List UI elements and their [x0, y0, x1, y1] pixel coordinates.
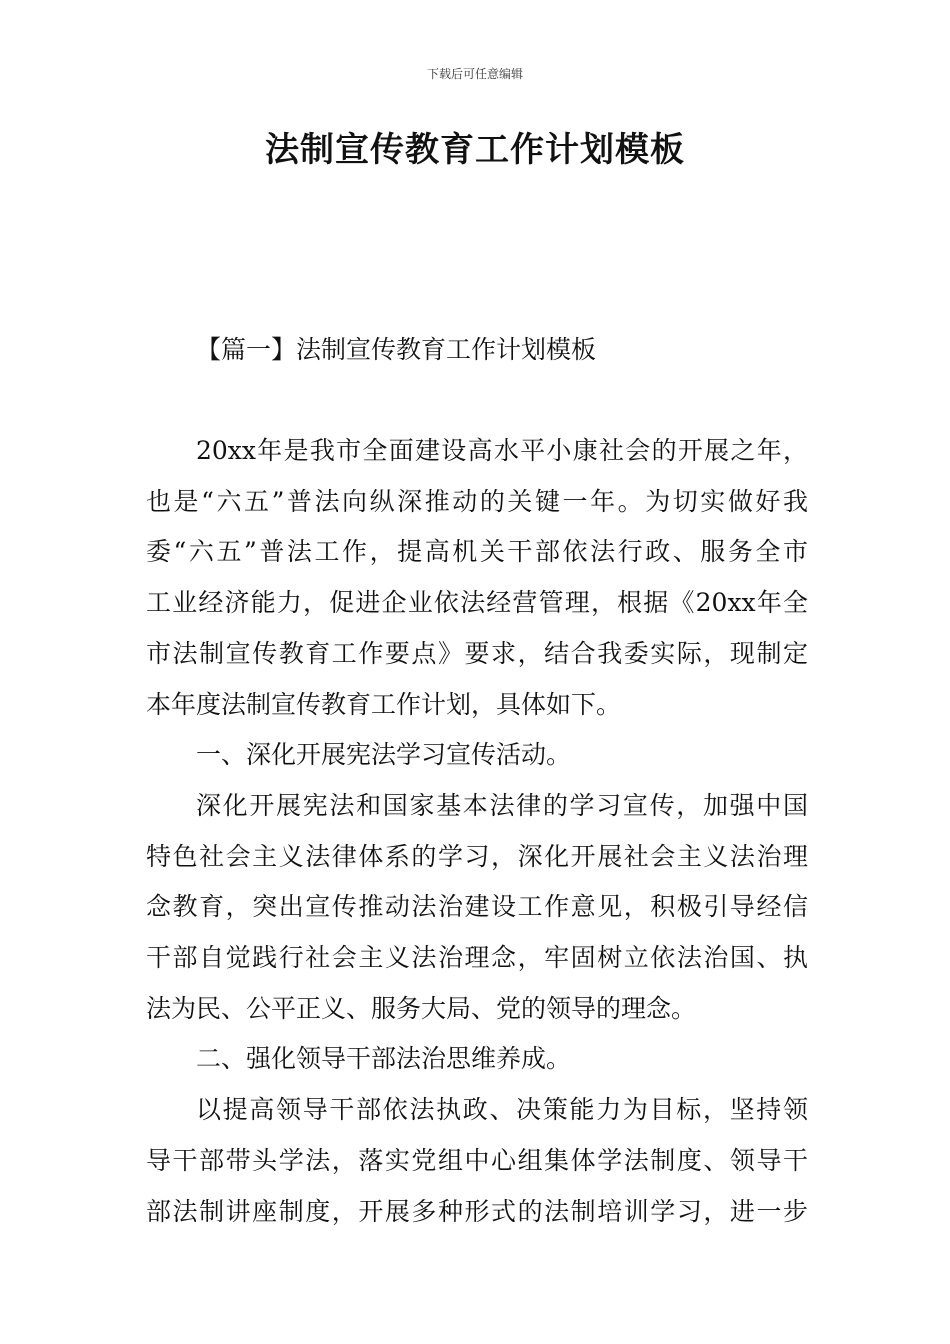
paragraph-line: 念教育，突出宣传推动法治建设工作意见，积极引导经信	[146, 892, 808, 922]
paragraph-line: 二、强化领导干部法治思维养成。	[196, 1044, 572, 1074]
paragraph-line: 也是“六五”普法向纵深推动的关键一年。为切实做好我	[146, 486, 808, 516]
subheading-two	[146, 1034, 808, 1085]
document-title: 法制宣传教育工作计划模板	[265, 130, 685, 170]
header-note: 下载后可任意编辑	[426, 67, 523, 81]
paragraph-leadership	[146, 1085, 808, 1237]
paragraph-line: 特色社会主义法律体系的学习，深化开展社会主义法治理	[146, 841, 808, 871]
paragraph-line: 工业经济能力，促进企业依法经营管理，根据《20xx年全	[146, 588, 808, 618]
paragraph-line: 部法制讲座制度，开展多种形式的法制培训学习，进一步	[146, 1196, 808, 1226]
subheading-one	[146, 730, 808, 781]
section-heading: 【篇一】法制宣传教育工作计划模板	[196, 335, 597, 364]
paragraph-line: 导干部带头学法，落实党组中心组集体学法制度、领导干	[146, 1145, 808, 1175]
paragraph-constitution	[146, 781, 808, 1035]
document-body	[146, 426, 808, 1237]
paragraph-line: 委“六五”普法工作，提高机关干部依法行政、服务全市	[146, 537, 808, 567]
paragraph-intro	[146, 426, 808, 730]
paragraph-line: 一、深化开展宪法学习宣传活动。	[196, 740, 572, 770]
paragraph-line: 本年度法制宣传教育工作计划，具体如下。	[146, 689, 622, 719]
paragraph-line: 以提高领导干部依法执政、决策能力为目标，坚持领	[196, 1095, 808, 1125]
paragraph-line: 深化开展宪法和国家基本法律的学习宣传，加强中国	[196, 790, 808, 820]
paragraph-line: 20xx年是我市全面建设高水平小康社会的开展之年，	[196, 436, 808, 465]
paragraph-line: 法为民、公平正义、服务大局、党的领导的理念。	[146, 993, 697, 1023]
paragraph-line: 市法制宣传教育工作要点》要求，结合我委实际，现制定	[146, 638, 808, 668]
paragraph-line: 干部自觉践行社会主义法治理念，牢固树立依法治国、执	[146, 943, 808, 973]
